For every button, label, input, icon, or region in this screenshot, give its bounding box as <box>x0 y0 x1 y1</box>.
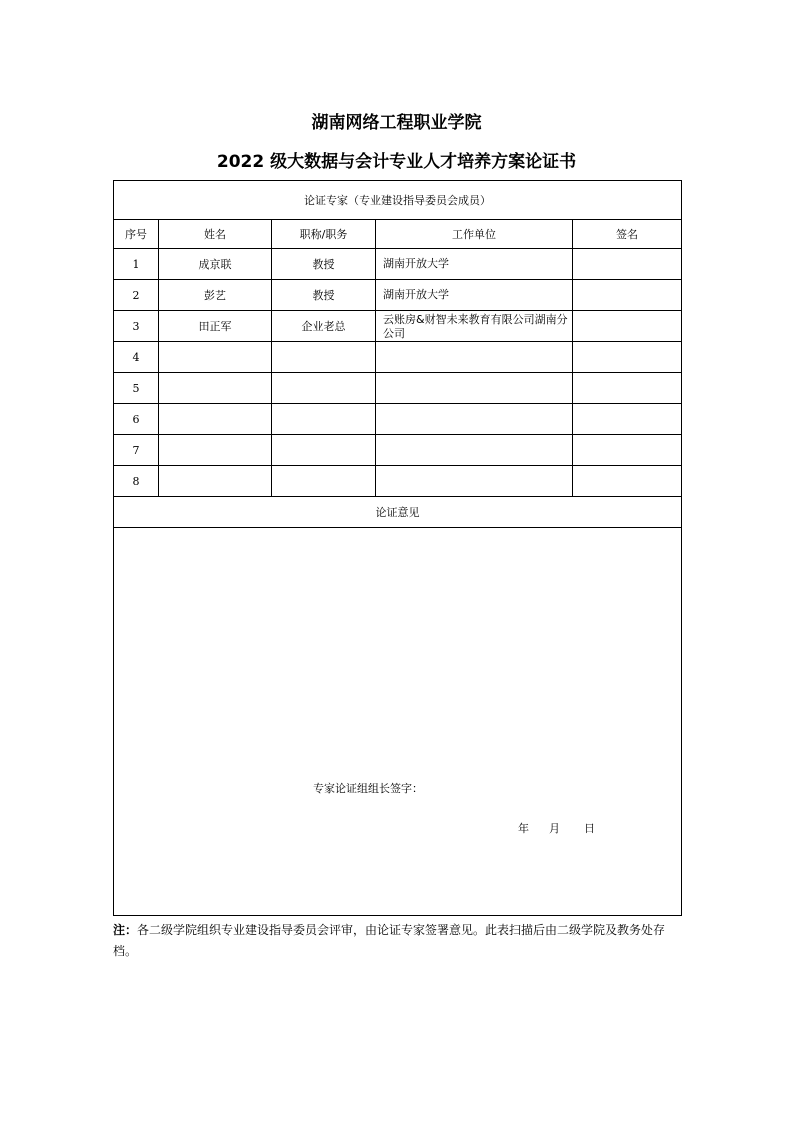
experts-header-row <box>114 181 682 220</box>
footnote <box>113 920 688 962</box>
opinion-area <box>114 528 681 915</box>
expert-name: 成京联 <box>159 249 272 280</box>
expert-row <box>114 435 682 466</box>
expert-name: 田正军 <box>159 311 272 342</box>
opinion-header-row <box>114 497 682 528</box>
experts-section-header: 论证专家（专业建设指导委员会成员） <box>114 181 682 220</box>
expert-signature <box>573 373 682 404</box>
opinion-row <box>114 528 682 916</box>
expert-unit <box>376 404 573 435</box>
expert-number: 2 <box>114 280 159 311</box>
expert-unit: 湖南开放大学 <box>376 280 573 311</box>
expert-name <box>159 404 272 435</box>
expert-row <box>114 342 682 373</box>
expert-signature <box>573 466 682 497</box>
expert-title: 教授 <box>272 249 376 280</box>
date-year-label: 年 <box>518 822 529 835</box>
expert-unit <box>376 373 573 404</box>
column-header-row <box>114 220 682 249</box>
expert-number: 4 <box>114 342 159 373</box>
expert-number: 3 <box>114 311 159 342</box>
expert-signature <box>573 311 682 342</box>
date-month-label: 月 <box>549 822 560 835</box>
expert-name <box>159 342 272 373</box>
expert-number: 8 <box>114 466 159 497</box>
opinion-section-header: 论证意见 <box>114 497 682 528</box>
column-header-signature: 签名 <box>573 220 682 249</box>
expert-title: 教授 <box>272 280 376 311</box>
expert-number: 1 <box>114 249 159 280</box>
expert-name <box>159 435 272 466</box>
document-title: 2022 级大数据与会计专业人才培养方案论证书 <box>216 152 577 172</box>
footnote-text: 各二级学院组织专业建设指导委员会评审，由论证专家签署意见。此表扫描后由二级学院及教务处存档。 <box>113 923 666 958</box>
expert-title <box>272 404 376 435</box>
leader-signature-label: 专家论证组组长签字： <box>313 782 423 795</box>
expert-number: 7 <box>114 435 159 466</box>
column-header-title: 职称/职务 <box>272 220 376 249</box>
expert-row <box>114 404 682 435</box>
certification-form <box>113 180 682 916</box>
expert-unit <box>376 342 573 373</box>
expert-row <box>114 466 682 497</box>
expert-row <box>114 311 682 342</box>
expert-title <box>272 466 376 497</box>
expert-row <box>114 249 682 280</box>
expert-signature <box>573 435 682 466</box>
expert-number: 6 <box>114 404 159 435</box>
expert-title: 企业老总 <box>272 311 376 342</box>
expert-row <box>114 373 682 404</box>
expert-title <box>272 435 376 466</box>
column-header-unit: 工作单位 <box>376 220 573 249</box>
expert-unit: 湖南开放大学 <box>376 249 573 280</box>
expert-signature <box>573 280 682 311</box>
expert-name: 彭艺 <box>159 280 272 311</box>
expert-unit: 云账房&财智未来教育有限公司湖南分公司 <box>376 311 573 342</box>
institution-name: 湖南网络工程职业学院 <box>311 113 482 133</box>
expert-signature <box>573 249 682 280</box>
expert-unit <box>376 466 573 497</box>
expert-unit <box>376 435 573 466</box>
expert-signature <box>573 342 682 373</box>
expert-title <box>272 373 376 404</box>
column-header-name: 姓名 <box>159 220 272 249</box>
expert-title <box>272 342 376 373</box>
expert-name <box>159 466 272 497</box>
date-day-label: 日 <box>584 822 595 835</box>
expert-row <box>114 280 682 311</box>
expert-name <box>159 373 272 404</box>
expert-signature <box>573 404 682 435</box>
column-header-number: 序号 <box>114 220 159 249</box>
footnote-label: 注： <box>113 923 138 937</box>
expert-number: 5 <box>114 373 159 404</box>
